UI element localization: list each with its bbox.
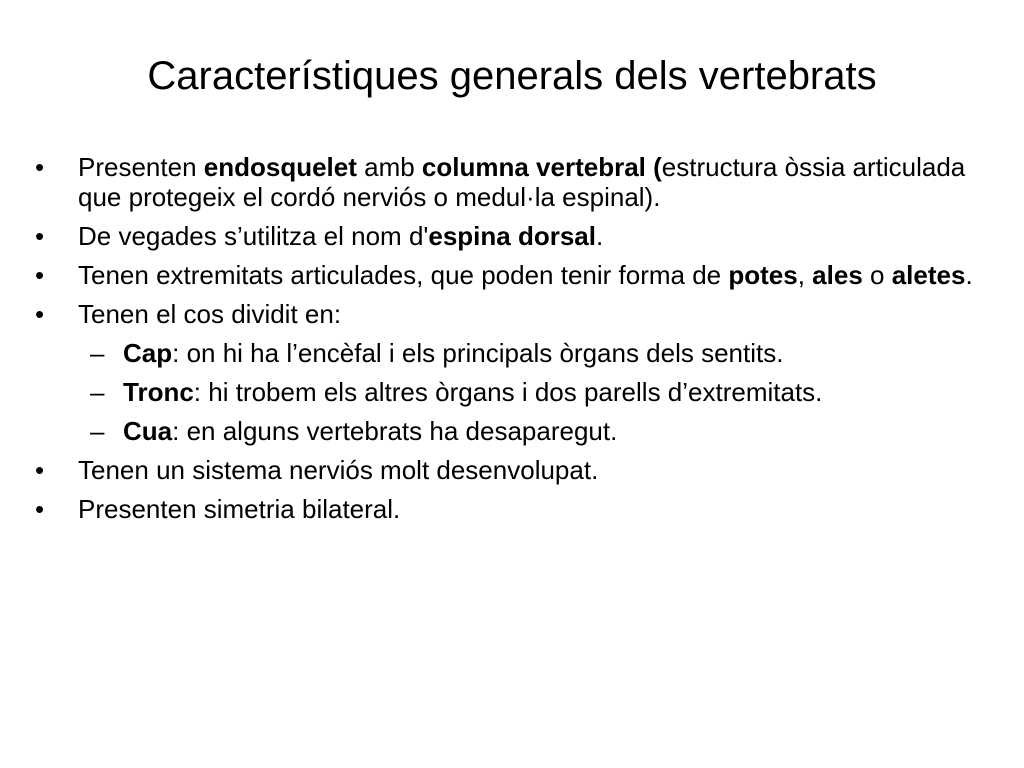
text-run: . [965,260,973,290]
bold-term: potes [728,260,798,290]
dash-marker: – [90,416,105,446]
bullet-marker: • [35,152,45,182]
text-run: Tenen extremitats articulades, que poden tenir forma de [78,260,729,290]
sub-bullet-item [32,377,982,407]
text-run: : hi trobem els altres òrgans i dos parells d’extremitats. [193,377,823,407]
bold-term: ales [812,260,863,290]
bullet-item [32,494,982,524]
sub-bullet-item [32,416,982,446]
bold-term: columna vertebral ( [421,152,662,182]
bullet-item [32,221,982,251]
text-run: estructura òssia articulada que protegeix el cordó nerviós o medul·la espinal). [78,152,966,212]
bold-term: espina dorsal [428,221,596,251]
bold-term: endosquelet [203,152,357,182]
text-run: . [596,221,604,251]
text-run: Presenten simetria bilateral. [78,494,401,524]
bullet-marker: • [35,299,45,329]
dash-marker: – [90,338,105,368]
bullet-marker: • [35,221,45,251]
slide-title: Característiques generals dels vertebrats [147,54,877,98]
text-run: Tenen el cos dividit en: [78,299,342,329]
bullet-list [32,152,982,533]
text-run: amb [356,152,422,182]
text-run: : on hi ha l’encèfal i els principals òrgans dels sentits. [172,338,784,368]
text-run: o [862,260,892,290]
text-run: : en alguns vertebrats ha desaparegut. [172,416,618,446]
text-run: , [797,260,813,290]
bullet-marker: • [35,260,45,290]
bullet-item [32,455,982,485]
bullet-item [32,260,982,290]
bold-term: aletes [891,260,966,290]
bullet-item [32,152,982,212]
dash-marker: – [90,377,105,407]
text-run: Presenten [78,152,204,182]
bold-term: Cap [123,338,173,368]
text-run: De vegades s’utilitza el nom d' [78,221,429,251]
bullet-marker: • [35,494,45,524]
bold-term: Tronc [123,377,194,407]
bold-term: Cua [123,416,173,446]
text-run: Tenen un sistema nerviós molt desenvolupat. [78,455,599,485]
sub-bullet-item [32,338,982,368]
bullet-marker: • [35,455,45,485]
bullet-item [32,299,982,329]
